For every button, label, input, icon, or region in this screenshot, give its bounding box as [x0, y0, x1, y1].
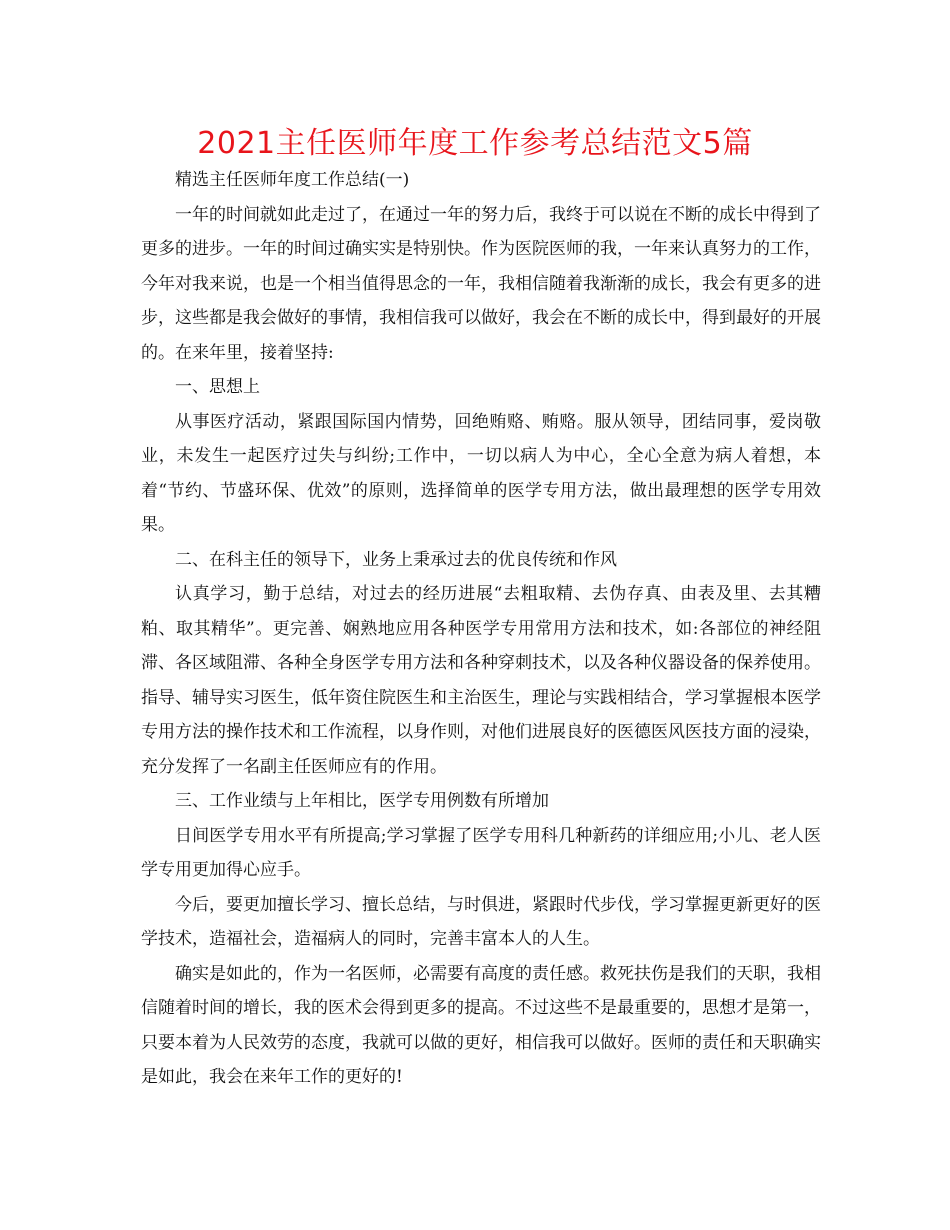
paragraph-business: 认真学习，勤于总结，对过去的经历进展“去粗取精、去伪存真、由表及里、去其糟粕、取其精华”。更完善、娴熟地应用各种医学专用常用方法和技术，如:各部位的神经阻滞、各区域阻滞、各种全身医学专用方法和各种穿刺技术，以及各种仪器设备的保养使用。指导、辅导实习医生，低年资住院医生和主治医生，理论与实践相结合，学习掌握根本医学专用方法的操作技术和工作流程，以身作则，对他们进展良好的医德医风医技方面的浸染，充分发挥了一名副主任医师应有的作用。: [141, 584, 821, 777]
heading-thought: 一、思想上: [175, 377, 260, 397]
document-body: [141, 163, 821, 1095]
heading-business: 二、在科主任的领导下，业务上秉承过去的优良传统和作风: [175, 549, 617, 570]
section-subtitle: 精选主任医师年度工作总结(一): [175, 170, 410, 190]
paragraph-intro: 一年的时间就如此走过了，在通过一年的努力后，我终于可以说在不断的成长中得到了更多的进步。一年的时间过确实实是特别快。作为医院医师的我，一年来认真努力的工作，今年对我来说，也是一个相当值得思念的一年，我相信随着我渐渐的成长，我会有更多的进步，这些都是我会做好的事情，我相信我可以做好，我会在不断的成长中，得到最好的开展的。在来年里，接着坚持:: [141, 204, 821, 363]
paragraph-thought: 从事医疗活动，紧跟国际国内情势，回绝贿赂、贿赂。服从领导，团结同事，爱岗敬业，未发生一起医疗过失与纠纷;工作中，一切以病人为中心，全心全意为病人着想，本着“节约、节盛环保、优效”的原则，选择简单的医学专用方法，做出最理想的医学专用效果。: [141, 411, 821, 535]
paragraph-performance: 日间医学专用水平有所提高;学习掌握了医学专用科几种新药的详细应用;小儿、老人医学专用更加得心应手。: [141, 825, 821, 880]
paragraph-conclusion: 确实是如此的，作为一名医师，必需要有高度的责任感。救死扶伤是我们的天职，我相信随着时间的增长，我的医术会得到更多的提高。不过这些不是最重要的，思想才是第一，只要本着为人民效劳的态度，我就可以做的更好，相信我可以做好。医师的责任和天职确实是如此，我会在来年工作的更好的!: [141, 963, 821, 1087]
document-title: 2021主任医师年度工作参考总结范文5篇: [197, 126, 753, 161]
paragraph-future: 今后，要更加擅长学习、擅长总结，与时俱进，紧跟时代步伐，学习掌握更新更好的医学技术，造福社会，造福病人的同时，完善丰富本人的人生。: [141, 894, 821, 949]
heading-performance: 三、工作业绩与上年相比，医学专用例数有所增加: [175, 791, 549, 811]
